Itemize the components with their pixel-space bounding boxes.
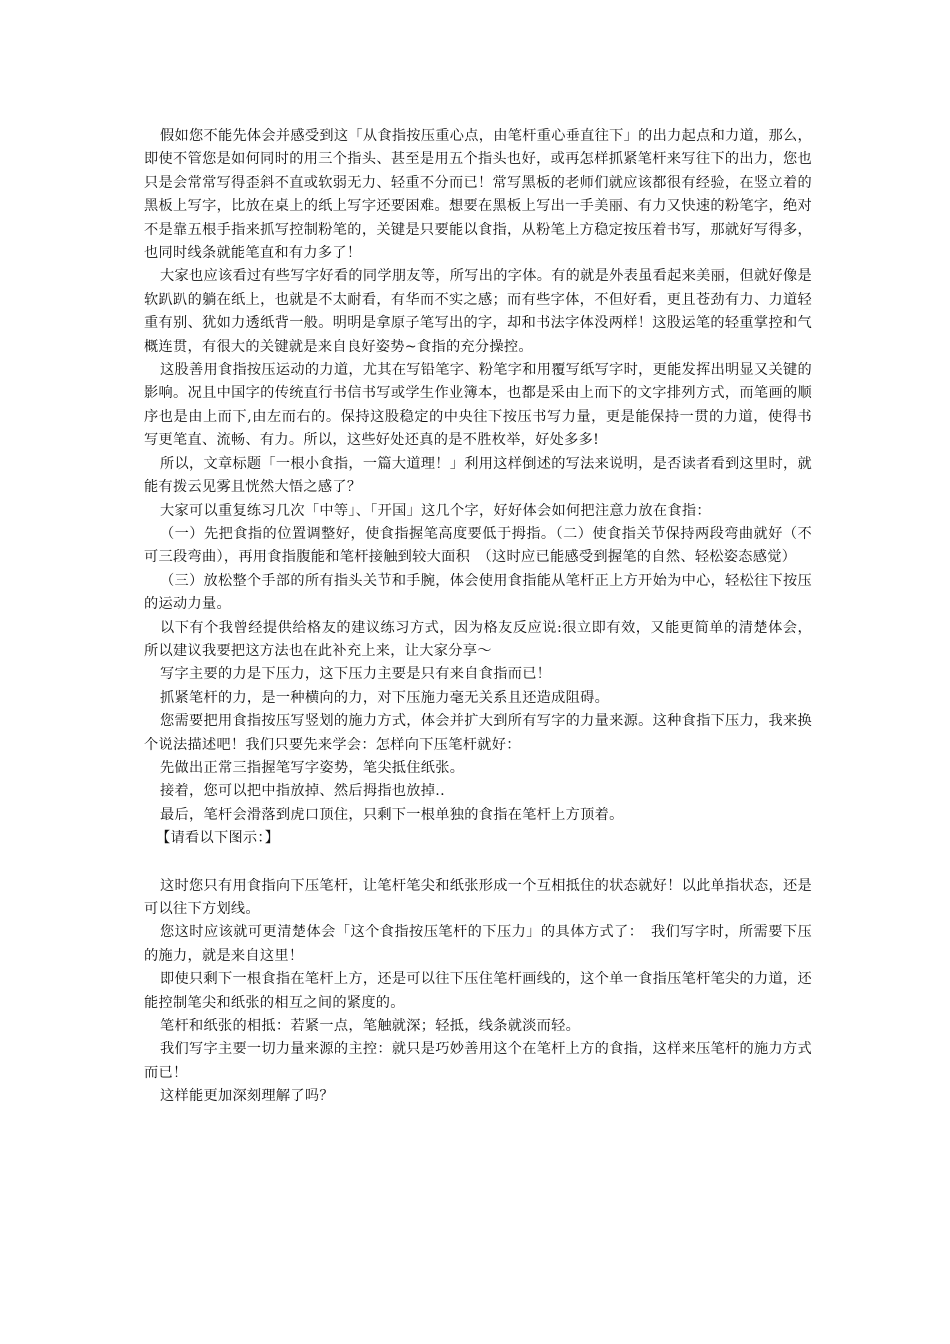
paragraph-step-one-two: （一）先把食指的位置调整好，使食指握笔高度要低于拇指。（二）使食指关节保持两段弯曲就好（不可三段弯曲），再用食指腹能和笔杆接触到较大面积 （这时应已能感受到握笔的自然、轻松姿态感觉） [144, 525, 812, 566]
paragraph-suggestion-intro: 以下有个我曾经提供给格友的建议练习方式，因为格友反应说:很立即有效，又能更简单的清楚体会，所以建议我要把这方法也在此补充上来，让大家分享～ [144, 619, 812, 659]
paragraph-downward-force: 写字主要的力是下压力，这下压力主要是只有来自食指而已！ [160, 666, 552, 683]
paragraph-whiteboard-pressure: 假如您不能先体会并感受到这「从食指按压重心点，由笔杆重心垂直往下」的出力起点和力道，那么，即使不管您是如何同时的用三个指头、甚至是用五个指头也好，或再怎样抓紧笔杆来写往下的出力，您也只是会常常写得歪斜不直或软弱无力、轻重不分而已！常写黑板的老师们就应该都很有经验，在竖立着的黑板上写字，比放在桌上的纸上写字还要困难。想要在黑板上写出一手美丽、有力又快速的粉笔字，绝对不是靠五根手指来抓写控制粉笔的，关键是只要能以食指，从粉笔上方稳定按压着书写，那就好写得多，也同时线条就能笔直和有力多了！ [144, 128, 812, 262]
figure-label: 【请看以下图示：】 [156, 830, 280, 847]
paragraph-practice-words: 大家可以重复练习几次「中等」、「开国」这几个字，好好体会如何把注意力放在食指： [160, 502, 711, 519]
paragraph-press-method: 您需要把用食指按压写竖划的施力方式，体会并扩大到所有写字的力量来源。这种食指下压力，我来换个说法描述吧！我们只要先来学会：怎样向下压笔杆就好： [144, 713, 812, 753]
paragraph-step-three: （三）放松整个手部的所有指头关节和手腕，体会使用食指能从笔杆正上方开始为中心，轻松往下按压的运动力量。 [144, 572, 812, 613]
document-page [144, 125, 812, 1109]
paragraph-step-grip: 先做出正常三指握笔写字姿势，笔尖抵住纸张。 [160, 759, 465, 776]
paragraph-main-control: 我们写字主要一切力量来源的主控：就只是巧妙善用这个在笔杆上方的食指，这样来压笔杆的施力方式而已！ [144, 1041, 812, 1081]
paragraph-index-finger-force: 这股善用食指按压运动的力道，尤其在写铅笔字、粉笔字和用覆写纸写字时，更能发挥出明显又关键的影响。况且中国字的传统直行书信书写或学生作业簿本，也都是采由上而下的文字排列方式，而笔画的顺序也是由上而下,由左而右的。保持这股稳定的中央往下按压书写力量，更是能保持一贯的力道，使得书写更笔直、流畅、有力。所以，这些好处还真的是不胜枚举，好处多多! [144, 362, 812, 449]
figure-placeholder [144, 851, 812, 875]
paragraph-single-finger: 这时您只有用食指向下压笔杆，让笔杆笔尖和纸张形成一个互相抵住的状态就好！以此单指状态，还是可以往下方划线。 [144, 877, 812, 917]
paragraph-step-release: 接着，您可以把中指放掉、然后拇指也放掉.. [160, 783, 445, 800]
paragraph-step-final: 最后，笔杆会滑落到虎口顶住，只剩下一根单独的食指在笔杆上方顶着。 [160, 806, 624, 823]
paragraph-pen-paper-contact: 笔杆和纸张的相抵：若紧一点，笔触就深；轻抵，线条就淡而轻。 [160, 1018, 581, 1035]
paragraph-press-source: 您这时应该就可更清楚体会「这个食指按压笔杆的下压力」的具体方式了： 我们写字时，所需要下压的施力，就是来自这里！ [144, 924, 812, 964]
paragraph-closing-question: 这样能更加深刻理解了吗？ [160, 1088, 334, 1105]
paragraph-grip-force: 抓紧笔杆的力，是一种横向的力，对下压施力毫无关系且还造成阻碍。 [160, 689, 610, 706]
paragraph-handwriting-style: 大家也应该看过有些写字好看的同学朋友等，所写出的字体。有的就是外表虽看起来美丽，但就好像是软趴趴的躺在纸上，也就是不太耐看，有华而不实之感；而有些字体，不但好看，更且苍劲有力、力道轻重有别、犹如力透纸背一般。明明是拿原子笔写出的字，却和书法字体没两样！这股运笔的轻重掌控和气概连贯，有很大的关键就是来自良好姿势~食指的充分操控。 [144, 268, 812, 355]
paragraph-control-tightness: 即使只剩下一根食指在笔杆上方，还是可以往下压住笔杆画线的，这个单一食指压笔杆笔尖的力道，还能控制笔尖和纸张的相互之间的紧度的。 [144, 971, 812, 1011]
paragraph-article-title: 所以，文章标题「一根小食指，一篇大道理！」利用这样倒述的写法来说明，是否读者看到这里时，就能有拨云见雾且恍然大悟之感了？ [144, 455, 812, 496]
